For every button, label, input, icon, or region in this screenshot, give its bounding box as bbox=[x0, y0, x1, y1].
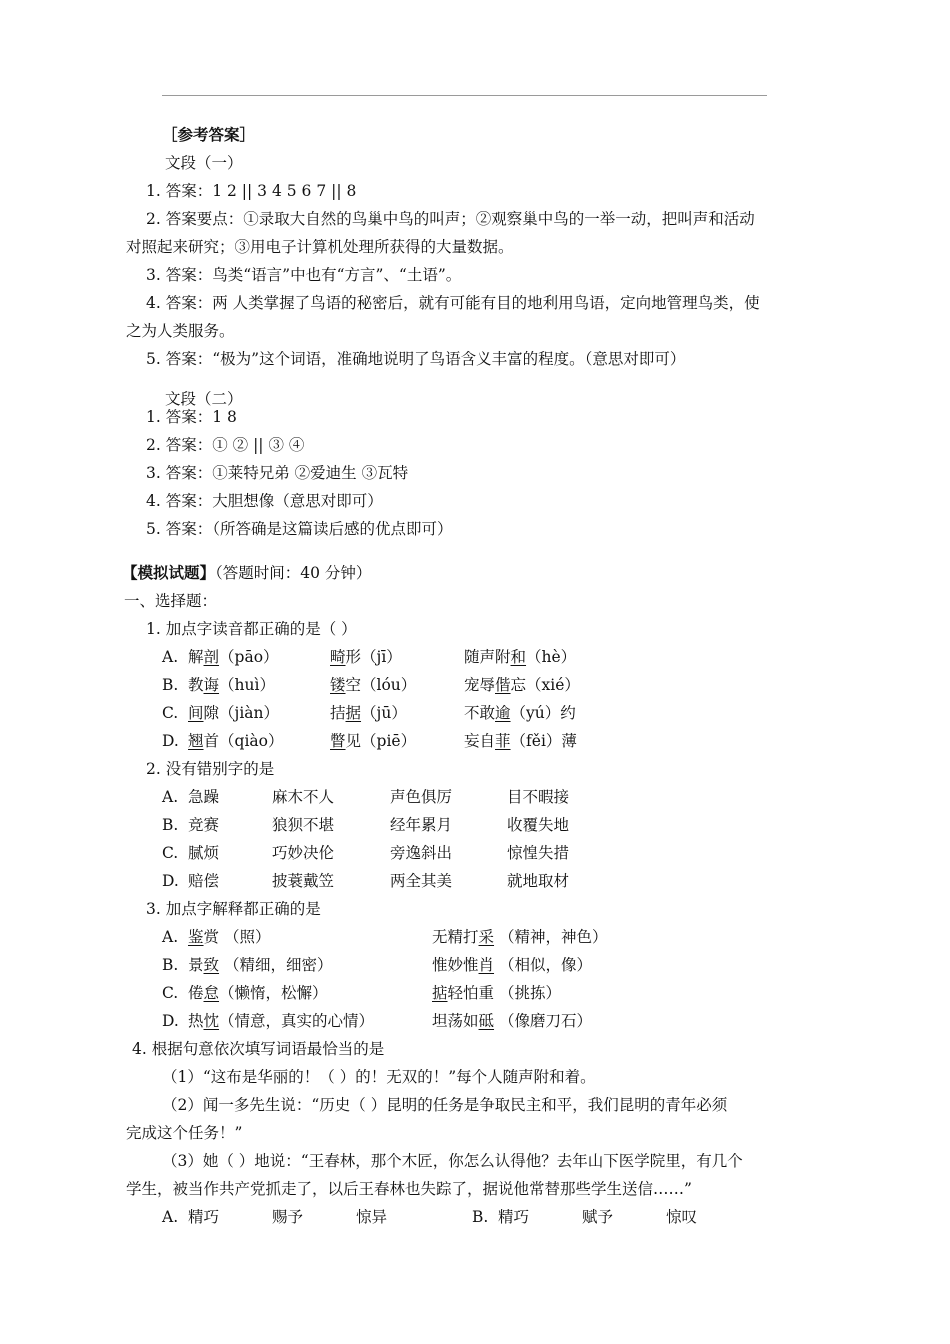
s2-answer-2: 2. 答案：① ② || ③ ④ bbox=[146, 436, 305, 454]
q3-b-left: 景致 （精细，细密） bbox=[188, 956, 333, 974]
word: 急躁 bbox=[188, 788, 220, 806]
word: 麻木不人 bbox=[272, 788, 335, 806]
option-label: B. bbox=[162, 956, 179, 974]
q1-c-item-1: 间隙（jiàn） bbox=[188, 704, 280, 722]
s1-answer-2: 2. 答案要点：①录取大自然的鸟巢中鸟的叫声；②观察巢中鸟的一举一动，把叫声和活动 bbox=[146, 210, 755, 228]
word: 赐予 bbox=[272, 1208, 304, 1226]
section1-title: 文段（一） bbox=[165, 154, 243, 172]
s1-answer-1: 1. 答案：1 2 || 3 4 5 6 7 || 8 bbox=[146, 182, 357, 200]
section2-title: 文段（二） bbox=[165, 390, 243, 408]
s2-answer-4: 4. 答案：大胆想像（意思对即可） bbox=[146, 492, 383, 510]
word: 精巧 bbox=[188, 1208, 220, 1226]
word: 惊惶失措 bbox=[507, 844, 570, 862]
header-rule bbox=[162, 95, 767, 96]
q1-b-item-2: 镂空（lóu） bbox=[330, 676, 417, 694]
s2-answer-3: 3. 答案：①莱特兄弟 ②爱迪生 ③瓦特 bbox=[146, 464, 409, 482]
option-label: B. bbox=[162, 676, 179, 694]
option-label: C. bbox=[162, 844, 179, 862]
q4-stem: 4. 根据句意依次填写词语最恰当的是 bbox=[132, 1040, 385, 1058]
q4-part-2: （2）闻一多先生说：“历史（ ）昆明的任务是争取民主和平，我们昆明的青年必须 bbox=[162, 1096, 728, 1114]
word: 赋予 bbox=[582, 1208, 614, 1226]
option-label: D. bbox=[162, 1012, 179, 1030]
s1-answer-4-cont: 之为人类服务。 bbox=[126, 322, 235, 340]
option-label: B. bbox=[162, 816, 179, 834]
q2-stem: 2. 没有错别字的是 bbox=[146, 760, 275, 778]
q4-part-3-cont: 学生，被当作共产党抓走了，以后王春林也失踪了，据说他常替那些学生送信……” bbox=[126, 1180, 692, 1198]
q1-c-item-3: 不敢逾（yú）约 bbox=[464, 704, 576, 722]
word: 腻烦 bbox=[188, 844, 220, 862]
word: 收覆失地 bbox=[507, 816, 570, 834]
word: 巧妙决伦 bbox=[272, 844, 335, 862]
q1-d-item-2: 瞥见（piē） bbox=[330, 732, 417, 750]
word: 目不暇接 bbox=[507, 788, 570, 806]
mock-time: （答题时间：40 分钟） bbox=[215, 564, 372, 582]
word: 两全其美 bbox=[390, 872, 453, 890]
option-label: C. bbox=[162, 704, 179, 722]
q3-a-left: 鉴赏 （照） bbox=[188, 928, 271, 946]
q1-d-item-1: 翘首（qiào） bbox=[188, 732, 284, 750]
option-label: B. bbox=[472, 1208, 489, 1226]
option-label: A. bbox=[162, 928, 179, 946]
option-label: A. bbox=[162, 1208, 179, 1226]
s2-answer-1: 1. 答案：1 8 bbox=[146, 408, 237, 426]
q3-stem: 3. 加点字解释都正确的是 bbox=[146, 900, 321, 918]
q3-c-right: 掂轻怕重 （挑拣） bbox=[432, 984, 561, 1002]
q1-a-item-1: 解剖（pāo） bbox=[188, 648, 279, 666]
part1-title: 一、选择题： bbox=[124, 592, 218, 610]
q4-part-2-cont: 完成这个任务！” bbox=[126, 1124, 243, 1142]
q3-d-right: 坦荡如砥 （像磨刀石） bbox=[432, 1012, 592, 1030]
word: 精巧 bbox=[498, 1208, 530, 1226]
s1-answer-4: 4. 答案：两 人类掌握了鸟语的秘密后，就有可能有目的地利用鸟语，定向地管理鸟类，使 bbox=[146, 294, 760, 312]
option-label: D. bbox=[162, 732, 179, 750]
s2-answer-5: 5. 答案：（所答确是这篇读后感的优点即可） bbox=[146, 520, 453, 538]
option-label: C. bbox=[162, 984, 179, 1002]
s1-answer-2-cont: 对照起来研究；③用电子计算机处理所获得的大量数据。 bbox=[126, 238, 514, 256]
option-label: D. bbox=[162, 872, 179, 890]
word: 惊异 bbox=[356, 1208, 388, 1226]
q1-a-item-2: 畸形（jī） bbox=[330, 648, 402, 666]
word: 赔偿 bbox=[188, 872, 220, 890]
s1-answer-5: 5. 答案：“极为”这个词语，准确地说明了鸟语含义丰富的程度。（意思对即可） bbox=[146, 350, 686, 368]
word: 旁逸斜出 bbox=[390, 844, 453, 862]
q1-stem: 1. 加点字读音都正确的是（ ） bbox=[146, 620, 357, 638]
q1-a-item-3: 随声附和（hè） bbox=[464, 648, 577, 666]
option-label: A. bbox=[162, 788, 179, 806]
word: 就地取材 bbox=[507, 872, 570, 890]
word: 狼狈不堪 bbox=[272, 816, 335, 834]
q4-part-1: （1）“这布是华丽的！（ ）的！无双的！”每个人随声附和着。 bbox=[162, 1068, 596, 1086]
option-label: A. bbox=[162, 648, 179, 666]
q3-c-left: 倦怠（懒惰，松懈） bbox=[188, 984, 328, 1002]
q1-b-item-3: 宠辱偕忘（xié） bbox=[464, 676, 580, 694]
word: 惊叹 bbox=[666, 1208, 698, 1226]
mock-title: 【模拟试题】 bbox=[122, 563, 216, 582]
answers-heading: ［参考答案］ bbox=[162, 125, 256, 144]
q4-part-3: （3）她（ ）地说：“王春林，那个木匠，你怎么认得他？去年山下医学院里，有几个 bbox=[162, 1152, 743, 1170]
word: 经年累月 bbox=[390, 816, 453, 834]
s1-answer-3: 3. 答案：鸟类“语言”中也有“方言”、“土语”。 bbox=[146, 266, 462, 284]
q1-d-item-3: 妄自菲（fěi）薄 bbox=[464, 732, 577, 750]
word: 竞赛 bbox=[188, 816, 220, 834]
mock-header bbox=[122, 563, 371, 583]
q3-a-right: 无精打采 （精神，神色） bbox=[432, 928, 608, 946]
q1-c-item-2: 拮据（jū） bbox=[330, 704, 407, 722]
word: 声色俱厉 bbox=[390, 788, 453, 806]
q3-d-left: 热忱（情意，真实的心情） bbox=[188, 1012, 375, 1030]
word: 披蓑戴笠 bbox=[272, 872, 335, 890]
q1-b-item-1: 教诲（huì） bbox=[188, 676, 275, 694]
q3-b-right: 惟妙惟肖 （相似，像） bbox=[432, 956, 592, 974]
